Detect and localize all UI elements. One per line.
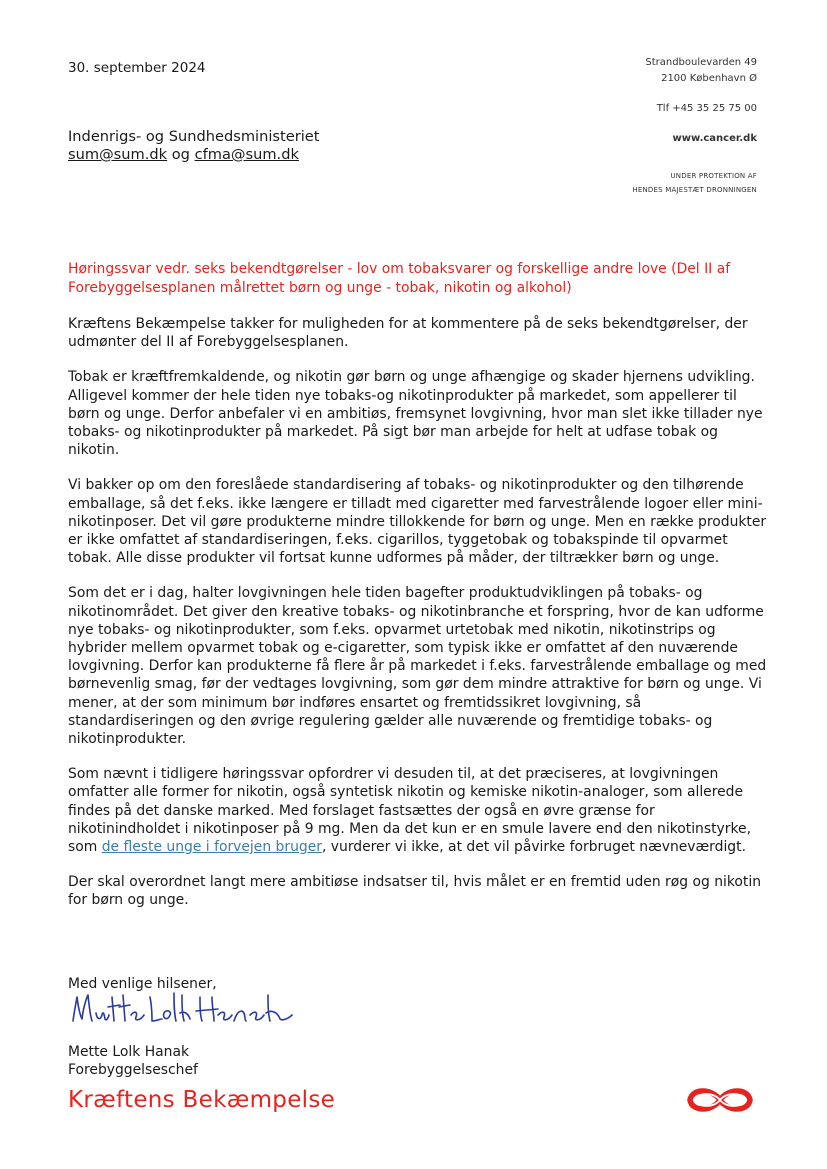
closing-line: Med venlige hilsener, — [68, 976, 217, 992]
paragraph-text: , vurderer vi ikke, at det vil påvirke forbruget nævneværdigt. — [321, 839, 746, 856]
letter-date: 30. september 2024 — [68, 60, 206, 76]
letter-subject: Høringssvar vedr. seks bekendtgørelser - lov om tobaksvarer og forskellige andre love (Del II af Forebyggelsesplanen målrettet børn og unge - tobak, nikotin og alkohol) — [68, 261, 731, 296]
brand-wordmark: Kræftens Bekæmpelse — [68, 1087, 336, 1113]
protection-line-2: HENDES MAJESTÆT DRONNINGEN — [632, 186, 757, 194]
paragraph-text: Som nævnt i tidligere høringssvar opfordrer vi desuden til, at det præciseres, at lovgivningen omfatter alle former for nikotin, også syntetisk nikotin og kemiske nikotin-analoger, som allerede findes på det danske marked. Med forslaget fastsættes der også en øvre grænse for nikotinindholdet i nikotinposer på 9 mg. Men da det kun er en smule lavere end den nikotinstyrke, som — [68, 766, 751, 856]
letter-body — [68, 315, 768, 927]
recipient-email-link[interactable]: cfma@sum.dk — [194, 146, 299, 163]
body-paragraph: Tobak er kræftfremkaldende, og nikotin gør børn og unge afhængige og skader hjernens udvikling. Alligevel kommer der hele tiden nye tobaks-og nikotinprodukter på markedet, som appellerer til børn og unge. Derfor anbefaler vi en ambitiøs, fremsynet lovgivning, hvor man slet ikke tillader nye tobaks- og nikotinprodukter på markedet. På sigt bør man arbejde for helt at udfase tobak og nikotin. — [68, 369, 763, 459]
infinity-logo-icon — [684, 1080, 756, 1120]
body-paragraph: Som det er i dag, halter lovgivningen hele tiden bagefter produktudviklingen på tobaks- og nikotinområdet. Det giver den kreative tobaks- og nikotinbranche et forspring, hvor de kan udforme nye tobaks- og nikotinprodukter, som f.eks. opvarmet urtetobak med nikotin, nikotinstrips og hybrider mellem opvarmet tobak og e-cigaretter, som typisk ikke er omfattet af den nuværende lovgivning. Derfor kan produkterne få flere år på markedet i f.eks. farvestrålende emballage og med børnevenlig smag, før der vedtages lovgivning, som gør dem mindre attraktive for børn og unge. Vi mener, at der som minimum bør indføres ensartet og fremtidssikret lovgivning, så standardiseringen og den øvrige regulering gælder alle nuværende og fremtidige tobaks- og nikotinprodukter. — [68, 585, 767, 748]
signer-block — [68, 1043, 198, 1079]
handwritten-signature — [68, 985, 298, 1031]
recipient-connector: og — [171, 146, 190, 163]
sender-city: 2100 København Ø — [661, 73, 757, 84]
protection-line-1: UNDER PROTEKTION AF — [670, 172, 757, 180]
recipient-block — [68, 128, 319, 164]
body-paragraph — [68, 765, 768, 856]
sender-block — [632, 55, 757, 197]
sender-street: Strandboulevarden 49 — [645, 57, 757, 68]
recipient-name: Indenrigs- og Sundhedsministeriet — [68, 128, 320, 145]
sender-phone: Tlf +45 35 25 75 00 — [656, 103, 757, 114]
body-paragraph: Vi bakker op om den foreslåede standardisering af tobaks- og nikotinprodukter og den tilhørende emballage, så det f.eks. ikke længere er tilladt med cigaretter med farvestrålende logoer eller mini-nikotinposer. Det vil gøre produkterne mindre tillokkende for børn og unge. Men en række produkter er ikke omfattet af standardiseringen, f.eks. cigarillos, tyggetobak og tobakspinde til opvarmet tobak. Alle disse produkter vil fortsat kunne udformes på måder, der tiltrækker børn og unge. — [68, 477, 767, 567]
body-paragraph: Kræftens Bekæmpelse takker for muligheden for at kommentere på de seks bekendtgørelser, der udmønter del II af Forebyggelsesplanen. — [68, 316, 748, 351]
body-paragraph: Der skal overordnet langt mere ambitiøse indsatser til, hvis målet er en fremtid uden røg og nikotin for børn og unge. — [68, 874, 762, 909]
signer-name: Mette Lolk Hanak — [68, 1044, 190, 1060]
sender-website: www.cancer.dk — [672, 133, 757, 144]
signer-title: Forebyggelseschef — [68, 1062, 198, 1079]
source-link[interactable]: de fleste unge i forvejen bruger — [101, 839, 322, 856]
recipient-email-link[interactable]: sum@sum.dk — [68, 146, 168, 163]
